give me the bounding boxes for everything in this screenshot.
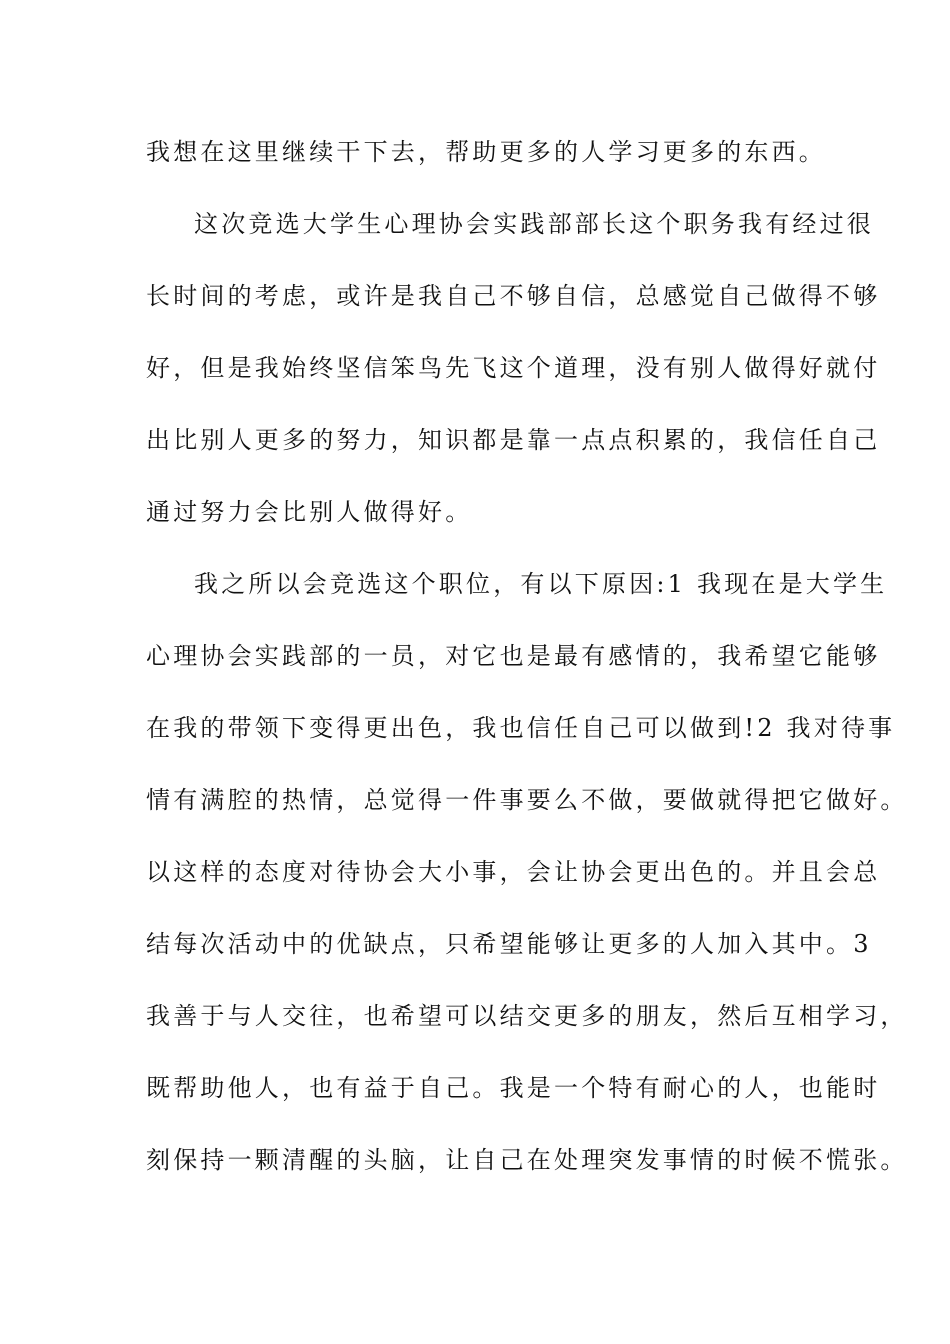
text-line-10: 情有满腔的热情，总觉得一件事要么不做，要做就得把它做好。 (146, 786, 908, 814)
text-line-5: 出比别人更多的努力，知识都是靠一点点积累的，我信任自己 (146, 426, 881, 454)
text-line-8: 心理协会实践部的一员，对它也是最有感情的，我希望它能够 (146, 642, 881, 670)
text-line-4: 好，但是我始终坚信笨鸟先飞这个道理，没有别人做得好就付 (146, 354, 881, 382)
text-line-2: 这次竞选大学生心理协会实践部部长这个职务我有经过很 (194, 210, 874, 238)
text-line-7: 我之所以会竞选这个职位，有以下原因:1 我现在是大学生 (194, 570, 888, 598)
text-line-12: 结每次活动中的优缺点，只希望能够让更多的人加入其中。3 (146, 930, 872, 958)
text-line-3: 长时间的考虑，或许是我自己不够自信，总感觉自己做得不够 (146, 282, 881, 310)
text-line-6: 通过努力会比别人做得好。 (146, 498, 473, 526)
text-line-13: 我善于与人交往，也希望可以结交更多的朋友，然后互相学习， (146, 1002, 908, 1030)
text-line-9: 在我的带领下变得更出色，我也信任自己可以做到!2 我对待事 (146, 714, 896, 742)
text-line-14: 既帮助他人，也有益于自己。我是一个特有耐心的人，也能时 (146, 1074, 881, 1102)
text-line-1: 我想在这里继续干下去，帮助更多的人学习更多的东西。 (146, 138, 826, 166)
text-line-15: 刻保持一颗清醒的头脑，让自己在处理突发事情的时候不慌张。 (146, 1146, 908, 1174)
text-line-11: 以这样的态度对待协会大小事，会让协会更出色的。并且会总 (146, 858, 881, 886)
